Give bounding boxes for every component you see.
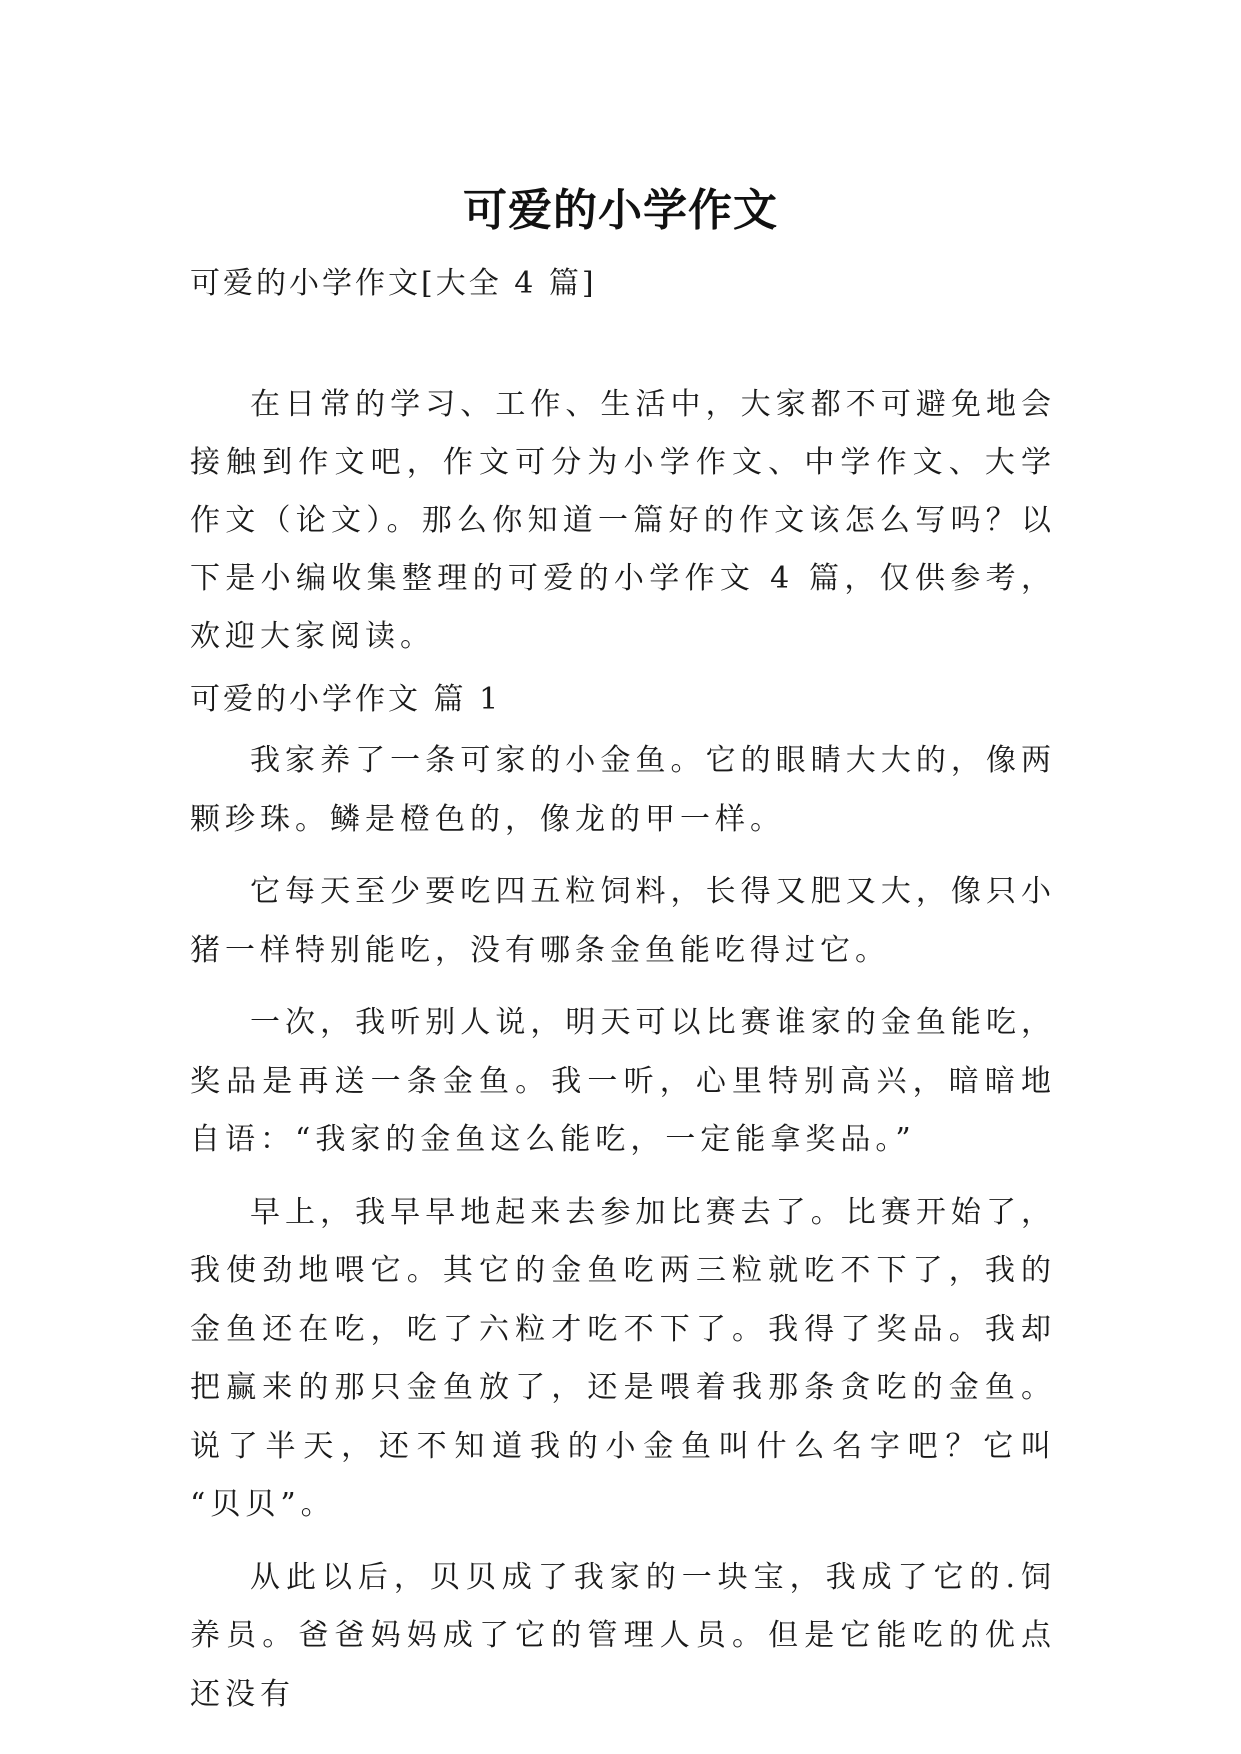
- intro-paragraph: 在日常的学习、工作、生活中，大家都不可避免地会接触到作文吧，作文可分为小学作文、中学作文、大学作文（论文）。那么你知道一篇好的作文该怎么写吗？以下是小编收集整理的可爱的小学作文 4 篇，仅供参考，欢迎大家阅读。: [190, 387, 1056, 654]
- body-paragraph: 早上，我早早地起来去参加比赛去了。比赛开始了，我使劲地喂它。其它的金鱼吃两三粒就吃不下了，我的金鱼还在吃，吃了六粒才吃不下了。我得了奖品。我却把赢来的那只金鱼放了，还是喂着我那条贪吃的金鱼。说了半天，还不知道我的小金鱼叫什么名字吧？它叫 “贝贝”。: [190, 1194, 1056, 1522]
- section-heading: 可爱的小学作文 篇 1: [190, 682, 502, 717]
- body-paragraph: 一次，我听别人说，明天可以比赛谁家的金鱼能吃，奖品是再送一条金鱼。我一听，心里特别高兴，暗暗地自语：“我家的金鱼这么能吃，一定能拿奖品。”: [190, 1005, 1056, 1157]
- body-paragraph: 从此以后，贝贝成了我家的一块宝，我成了它的.饲养员。爸爸妈妈成了它的管理人员。但是它能吃的优点还没有: [190, 1559, 1056, 1712]
- body-paragraph: 它每天至少要吃四五粒饲料，长得又肥又大，像只小猪一样特别能吃，没有哪条金鱼能吃得过它。: [190, 874, 1056, 968]
- document-title: 可爱的小学作文: [463, 185, 778, 237]
- document-subtitle: 可爱的小学作文[大全 4 篇]: [190, 266, 597, 301]
- document-body: [190, 262, 1056, 1724]
- body-paragraph: 我家养了一条可家的小金鱼。它的眼睛大大的，像两颗珍珠。鳞是橙色的，像龙的甲一样。: [190, 743, 1056, 837]
